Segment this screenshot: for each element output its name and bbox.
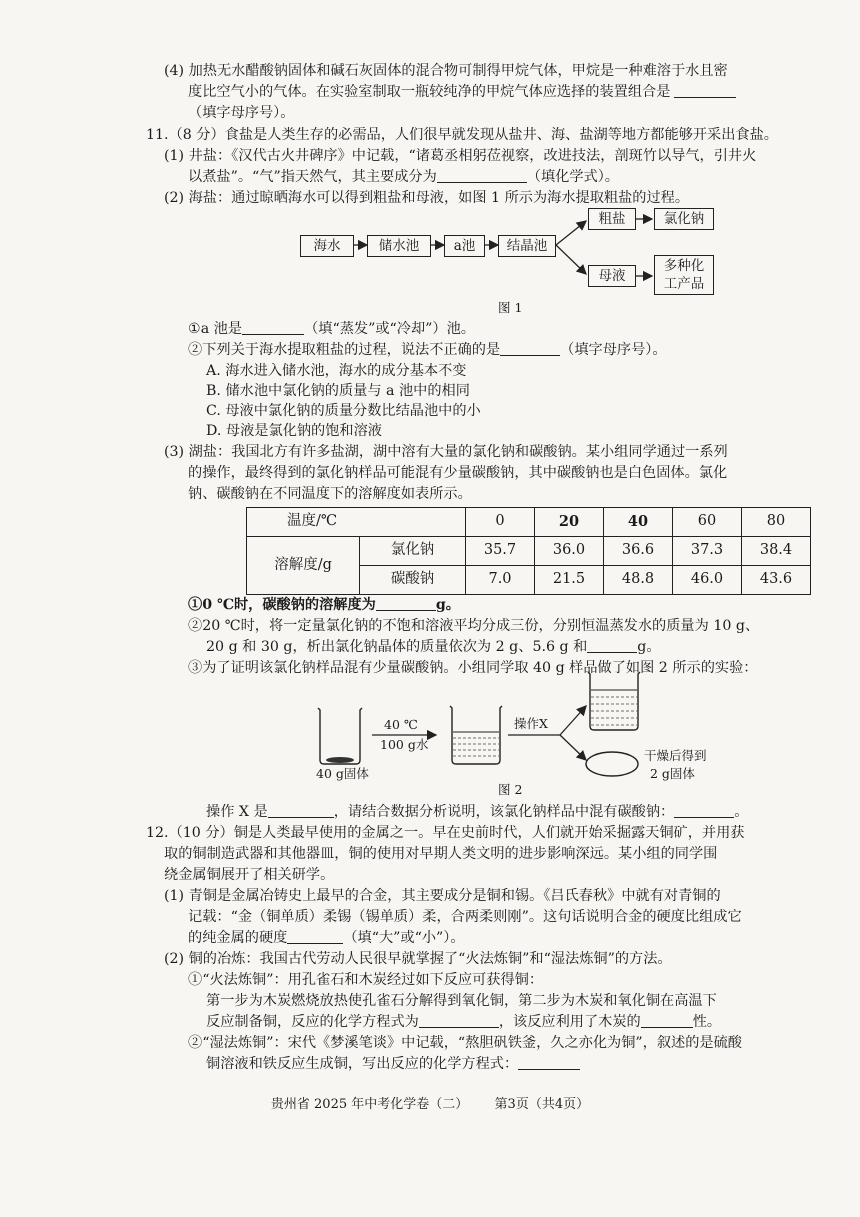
q11-p3-line3: 钠、碳酸钠在不同温度下的溶解度如表所示。: [188, 486, 472, 502]
q11-p2-line1: (2) 海盐：通过晾晒海水可以得到粗盐和母液，如图 1 所示为海水提取粗盐的过程。: [164, 190, 690, 206]
q11-p1-line2: 以煮盐”。“气”指天然气，其主要成分为 （填化学式）。: [188, 169, 619, 185]
q11-p3-q2-line1: ②20 ℃时，将一定量氯化钠的不饱和溶液平均分成三份，分别恒温蒸发水的质量为 10 g、: [188, 618, 760, 634]
flow-box-reservoir: 储水池: [367, 235, 431, 257]
q11-stem: 11.（8 分）食盐是人类生存的必需品，人们很早就发现从盐井、海、盐湖等地方都能够开采出食盐。: [146, 127, 778, 143]
answer-blank[interactable]: [287, 929, 343, 944]
table-cell: 48.8: [604, 566, 673, 595]
flow-box-sodium-chloride: 氯化钠: [654, 208, 714, 230]
table-header-temp: 温度/℃: [247, 508, 466, 537]
q10-4-line1: (4) 加热无水醋酸钠固体和碱石灰固体的混合物可制得甲烷气体，甲烷是一种难溶于水且密: [164, 63, 728, 79]
q11-p2-q1: ①a 池是 （填“蒸发”或“冷却”）池。: [188, 321, 475, 337]
table-cell: 60: [673, 508, 742, 537]
answer-blank[interactable]: [268, 803, 334, 818]
table-cell: 46.0: [673, 566, 742, 595]
q11-p3-line2: 的操作，最终得到的氯化钠样品可能混有少量碳酸钠，其中碳酸钠也是白色固体。氯化: [188, 465, 728, 481]
q11-p2-q2: ②下列关于海水提取粗盐的过程，说法不正确的是 （填字母序号）。: [188, 342, 667, 358]
table-cell: 21.5: [535, 566, 604, 595]
table-cell: 36.6: [604, 537, 673, 566]
table-cell: 7.0: [466, 566, 535, 595]
footer-page-number: 第3页（共4页）: [494, 1097, 590, 1112]
table-cell: 0: [466, 508, 535, 537]
flow-box-crude-salt: 粗盐: [588, 208, 636, 230]
table-cell: 35.7: [466, 537, 535, 566]
table-cell: 38.4: [742, 537, 811, 566]
flow-box-seawater: 海水: [300, 235, 354, 257]
q12-stem-line2: 取的铜制造武器和其他器皿，铜的使用对早期人类文明的进步影响深远。某小组的同学围: [164, 846, 718, 862]
option-c: C. 母液中氯化钠的质量分数比结晶池中的小: [206, 403, 481, 419]
table-cell: 43.6: [742, 566, 811, 595]
q12-p2-q1: ①“火法炼铜”：用孔雀石和木炭经过如下反应可获得铜：: [188, 972, 544, 988]
evaporating-dish-icon: [586, 752, 638, 776]
q11-p3-q3-end: 操作 X 是 ，请结合数据分析说明，该氯化钠样品中混有碳酸钠： 。: [206, 804, 749, 820]
option-d: D. 母液是氯化钠的饱和溶液: [206, 423, 382, 439]
table-cell: 80: [742, 508, 811, 537]
flow-box-pool-a: a池: [444, 235, 485, 257]
flow-box-mother-liquor: 母液: [588, 265, 636, 287]
answer-blank[interactable]: [518, 1055, 580, 1070]
q11-p1-line1: (1) 井盐：《汉代古火井碑序》中记载，“诸葛丞相躬莅视察，改进技法，剖斑竹以导气，引井火: [164, 148, 757, 164]
dry-label-2: 2 g固体: [650, 766, 695, 781]
footer-title: 贵州省 2025 年中考化学卷（二）: [270, 1097, 469, 1112]
q12-p2-q2-line2: 铜溶液和铁反应生成铜，写出反应的化学方程式：: [206, 1055, 580, 1074]
page-footer: [0, 1096, 860, 1113]
table-cell: 37.3: [673, 537, 742, 566]
flow-box-crystallizer: 结晶池: [498, 235, 556, 257]
table-row-group: 溶解度/g: [247, 537, 360, 595]
table-cell: 碳酸钠: [360, 566, 466, 595]
table-cell: 氯化钠: [360, 537, 466, 566]
option-b: B. 储水池中氯化钠的质量与 a 池中的相同: [206, 383, 470, 399]
beaker-filtrate-icon: [588, 672, 640, 730]
operation-x-label: 操作X: [514, 716, 548, 731]
dry-label-1: 干燥后得到: [644, 748, 707, 763]
q12-p2-line1: (2) 铜的冶炼：我国古代劳动人民很早就掌握了“火法炼铜”和“湿法炼铜”的方法。: [164, 951, 672, 967]
q11-p3-q2-line2: 20 g 和 30 g，析出氯化钠晶体的质量依次为 2 g、5.6 g 和 g。: [206, 639, 661, 655]
q11-p3-line1: (3) 湖盐：我国北方有许多盐湖，湖中溶有大量的氯化钠和碳酸钠。某小组同学通过一系列: [164, 444, 728, 460]
answer-blank[interactable]: [674, 803, 734, 818]
q12-p2-q1-line3: 反应制备铜，反应的化学方程式为 ，该反应利用了木炭的 性。: [206, 1014, 722, 1030]
q12-stem-line3: 绕金属铜展开了相关研学。: [164, 867, 335, 883]
table-cell: 20: [535, 508, 604, 537]
q10-4-line3: （填字母序号）。: [188, 105, 295, 121]
flow-box-chemical-products: 多种化工产品: [654, 255, 714, 295]
q12-stem-line1: 12.（10 分）铜是人类最早使用的金属之一。早在史前时代，人们就开始采掘露天铜矿，并用获: [146, 825, 745, 841]
answer-blank[interactable]: [641, 1013, 693, 1028]
arrow-label-water: 100 g水: [380, 737, 429, 752]
q12-p2-q1-line2: 第一步为木炭燃烧放热使孔雀石分解得到氧化铜，第二步为木炭和氧化铜在高温下: [206, 993, 717, 1009]
q12-p1-line3: 的纯金属的硬度 （填“大”或“小”）。: [188, 930, 465, 946]
beaker-solution-icon: [450, 706, 502, 764]
q11-p3-q1: ①0 ℃时，碳酸钠的溶解度为 g。: [188, 597, 460, 613]
solid-label: 40 g固体: [316, 766, 369, 781]
q12-p2-q2-line1: ②“湿法炼铜”：宋代《梦溪笔谈》中记载，“熬胆矾铁釜，久之亦化为铜”，叙述的是硫酸: [188, 1035, 742, 1051]
beaker-solid-icon: [318, 708, 362, 764]
q12-p1-line2: 记载：“金（铜单质）柔锡（锡单质）柔，合两柔则刚”。这句话说明合金的硬度比组成它: [188, 909, 742, 925]
table-cell: 40: [604, 508, 673, 537]
arrow-label-temp: 40 ℃: [384, 717, 418, 732]
answer-blank[interactable]: [419, 1013, 499, 1028]
option-a: A. 海水进入储水池，海水的成分基本不变: [206, 363, 467, 379]
figure-2-caption: 图 2: [498, 782, 523, 797]
q11-p3-q3: ③为了证明该氯化钠样品混有少量碳酸钠。小组同学取 40 g 样品做了如图 2 所示的实验：: [188, 660, 758, 676]
table-cell: 36.0: [535, 537, 604, 566]
figure-1-caption: 图 1: [498, 300, 523, 315]
q10-4-line2: 度比空气小的气体。在实验室制取一瓶较纯净的甲烷气体应选择的装置组合是: [188, 83, 736, 102]
q12-p1-line1: (1) 青铜是金属冶铸史上最早的合金，其主要成分是铜和锡。《吕氏春秋》中就有对青铜的: [164, 888, 721, 904]
